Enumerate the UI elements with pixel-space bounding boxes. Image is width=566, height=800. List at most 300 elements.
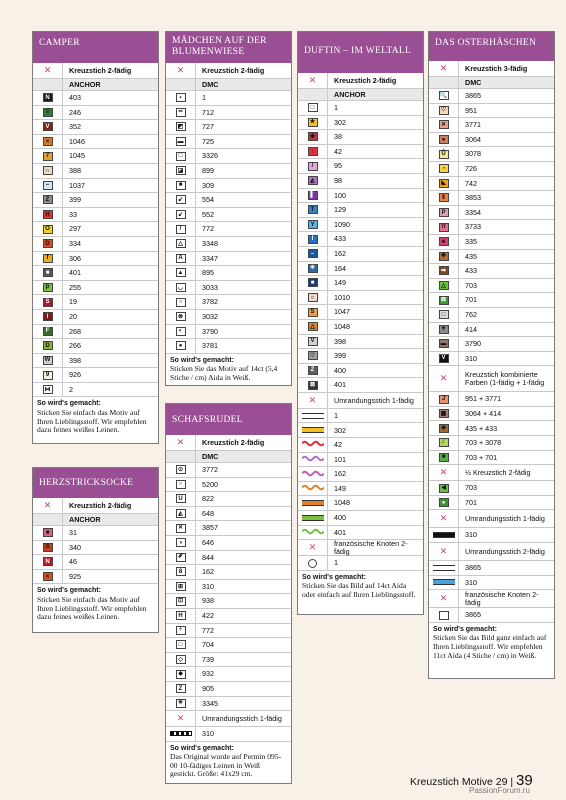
legend-row — [429, 436, 554, 451]
legend-row — [166, 521, 291, 536]
symbol-icon: S — [43, 298, 53, 307]
legend-code: 20 — [69, 311, 77, 321]
legend-code: 399 — [334, 351, 346, 361]
legend-code: 3064 + 414 — [465, 408, 502, 418]
legend-row — [429, 323, 554, 338]
legend-row — [298, 174, 423, 189]
legend-row — [166, 295, 291, 310]
symbol-icon: ◇ — [176, 655, 186, 664]
duftin-title: DUFTIN – IM WELTALL — [298, 32, 423, 73]
french-knot-icon: ✕ — [439, 593, 448, 604]
legend-row — [33, 91, 158, 106]
legend-row — [166, 325, 291, 340]
legend-row — [33, 526, 158, 541]
legend-row — [429, 118, 554, 133]
symbol-icon: ■ — [439, 453, 449, 462]
legend-code: 3865 — [465, 91, 481, 101]
legend-code: 3857 — [202, 523, 218, 533]
legend-row — [298, 262, 423, 277]
symbol-icon: ◪ — [176, 166, 186, 175]
legend-code: 435 + 433 — [465, 423, 498, 433]
legend-code: 422 — [202, 610, 214, 620]
legend-row — [166, 310, 291, 325]
legend-row — [429, 279, 554, 294]
outline-stitch-icon: ✕ — [308, 394, 317, 405]
symbol-icon: ↙ — [176, 210, 186, 219]
watermark: PassionForum.ru — [469, 786, 530, 795]
legend-code: 297 — [69, 224, 81, 234]
legend-row — [298, 203, 423, 218]
symbol-icon: Ⅱ — [439, 193, 449, 202]
symbol-icon: ■ — [43, 528, 53, 537]
symbol-icon: π — [439, 223, 449, 232]
legend-code: 162 — [334, 469, 346, 479]
symbol-icon: – — [43, 181, 53, 190]
legend-code: 1048 — [334, 321, 350, 331]
symbol-icon: ◆ — [176, 670, 186, 679]
legend-row — [298, 335, 423, 350]
symbol-icon: P — [43, 283, 53, 292]
legend-code: 701 — [465, 497, 477, 507]
legend-code: 822 — [202, 494, 214, 504]
legend-code: 5200 — [202, 479, 218, 489]
legend-row — [33, 193, 158, 208]
oster-title: DAS OSTERHÄSCHEN — [429, 32, 554, 61]
legend-row — [33, 208, 158, 223]
legend-row — [298, 496, 423, 511]
legend-code: 310 — [465, 577, 477, 587]
legend-row — [166, 120, 291, 135]
symbol-icon: × — [43, 572, 53, 581]
legend-code: 1048 — [334, 498, 350, 508]
symbol-icon: ▬ — [177, 138, 184, 145]
symbol-icon: 9 — [43, 371, 53, 380]
legend-row — [33, 383, 158, 398]
legend-code: 403 — [69, 93, 81, 103]
legend-code: 302 — [334, 425, 346, 435]
symbol-icon: J — [439, 395, 449, 404]
legend-code: 129 — [334, 205, 346, 215]
legend-row — [166, 638, 291, 653]
oster-half-legend — [429, 481, 554, 510]
symbol-icon: T — [308, 205, 318, 214]
legend-row — [166, 536, 291, 551]
black-line-icon — [433, 532, 455, 538]
legend-code: 3865 — [465, 563, 481, 573]
legend-code: 3348 — [202, 238, 218, 248]
symbol-icon: V — [308, 337, 318, 346]
oster-note: So wird's gemacht: Sticken Sie das Bild ganz einfach auf Ihren Lieblingsstoff. Wir empfehlen 11ct Aida (4 Stiche / cm) in Weiß. — [433, 625, 547, 660]
legend-code: 1046 — [69, 136, 85, 146]
legend-row — [429, 191, 554, 206]
legend-row — [166, 551, 291, 566]
legend-row — [298, 218, 423, 233]
duftin-legend — [298, 101, 423, 393]
legend-code: 42 — [334, 440, 342, 450]
legend-code: 3078 — [465, 149, 481, 159]
legend-code: 925 — [69, 571, 81, 581]
legend-row — [166, 667, 291, 682]
symbol-icon: ◈ — [439, 424, 449, 433]
legend-code: 98 — [334, 176, 342, 186]
legend-code: 762 — [465, 309, 477, 319]
legend-code: 388 — [69, 166, 81, 176]
legend-code: 2 — [69, 384, 73, 394]
outline-stitch-icon: ✕ — [176, 713, 185, 724]
legend-code: 844 — [202, 552, 214, 562]
legend-row — [298, 438, 423, 453]
legend-code: 400 — [334, 513, 346, 523]
symbol-icon: O — [43, 225, 53, 234]
symbol-icon: / — [308, 162, 318, 171]
symbol-icon: ♡ — [439, 106, 449, 115]
legend-row — [298, 159, 423, 174]
legend-code: 3772 — [202, 465, 218, 475]
legend-row — [33, 252, 158, 267]
wave-line-icon — [302, 440, 324, 449]
symbol-icon: ⊠ — [439, 296, 449, 305]
legend-code: 938 — [202, 596, 214, 606]
legend-code: 739 — [202, 654, 214, 664]
symbol-icon: ○ — [176, 298, 186, 307]
symbol-icon: S — [308, 308, 318, 317]
symbol-icon: □ — [439, 310, 449, 319]
cross-stitch-icon: ✕ — [439, 63, 448, 73]
symbol-icon: ✐ — [176, 553, 186, 562]
legend-code: 712 — [202, 107, 214, 117]
legend-code: 340 — [69, 542, 81, 552]
schaf-note: So wird's gemacht: Das Original wurde auf Permin 095-00 10-fädiges Leinen in Weiß gestickt. Größe: 41x29 cm. — [170, 744, 282, 779]
symbol-icon: ✕ — [176, 524, 186, 533]
legend-code: 554 — [202, 195, 214, 205]
symbol-icon: ➡ — [439, 266, 449, 275]
legend-row — [33, 325, 158, 340]
legend-row — [166, 580, 291, 595]
legend-row — [429, 293, 554, 308]
oster-mix-legend — [429, 392, 554, 465]
symbol-icon: ■ — [308, 278, 318, 287]
symbol-icon: ⋈ — [44, 386, 51, 393]
symbol-icon: Z — [308, 366, 318, 375]
legend-row — [166, 697, 291, 712]
symbol-icon: ✚ — [308, 132, 318, 141]
legend-row — [429, 561, 554, 576]
legend-row — [166, 164, 291, 179]
symbol-icon: △ — [176, 239, 186, 248]
legend-row — [33, 179, 158, 194]
line-icon — [433, 579, 455, 585]
wave-line-icon — [302, 455, 324, 464]
symbol-icon: – — [308, 249, 318, 258]
camper-note: So wird's gemacht: Sticken Sie einfach das Motiv auf Ihren Lieblingsstoff. Wir empfehlen dazu feines weißes Leinen. — [37, 400, 147, 435]
symbol-icon: H — [43, 210, 53, 219]
legend-code: 772 — [202, 625, 214, 635]
symbol-icon: ↑ — [308, 147, 318, 156]
duftin-outline-legend — [298, 409, 423, 540]
legend-code: 398 — [334, 336, 346, 346]
legend-code: 3032 — [202, 311, 218, 321]
legend-code: 268 — [69, 326, 81, 336]
symbol-icon: ● — [439, 498, 449, 507]
camper-title: CAMPER — [33, 32, 158, 63]
legend-row — [166, 135, 291, 150]
symbol-icon: I — [43, 312, 53, 321]
legend-row — [298, 378, 423, 393]
line-icon — [302, 427, 324, 433]
legend-code: 414 — [465, 324, 477, 334]
symbol-icon: V — [439, 354, 449, 363]
legend-row — [166, 507, 291, 522]
symbol-icon: N — [43, 557, 53, 566]
legend-code: 1 — [334, 410, 338, 420]
symbol-icon: ◐ — [176, 327, 186, 336]
maedchen-legend — [166, 91, 291, 354]
legend-row — [298, 349, 423, 364]
symbol-icon: ◭ — [176, 509, 186, 518]
symbol-icon: □ — [308, 103, 318, 112]
legend-code: 46 — [69, 557, 77, 567]
symbol-icon: ∩ — [43, 166, 53, 175]
legend-row — [298, 305, 423, 320]
symbol-icon: ◔ — [439, 164, 449, 173]
symbol-icon: ▪ — [176, 93, 186, 102]
legend-row — [429, 451, 554, 466]
legend-code: 905 — [202, 683, 214, 693]
symbol-icon: U — [176, 494, 186, 503]
legend-row — [33, 266, 158, 281]
legend-code: 1045 — [69, 151, 85, 161]
legend-code: 3790 — [202, 326, 218, 336]
legend-code: 3064 — [465, 134, 481, 144]
symbol-icon: S — [43, 543, 53, 552]
legend-code: 398 — [69, 355, 81, 365]
legend-code: 3771 — [465, 120, 481, 130]
schaf-card: SCHAFSRUDEL ✕ Kreuzstich 2-fädig DMC ⊙ 3772 ○ 5200 U 822 ◭ 648 ✕ 3857 ◑ 646 ✐ 844 8 162 ⊞ 310 ⊡ 938 H 422 ÷ 772 □ 704 ◇ 739 ◆ 932 Z 905 ✳ 3345 ✕ Umrandungsstich 1-fädig 310 So wird's gemacht: Das Original wurde auf Permin 095-00 10-fädiges Leinen in Weiß gestickt. Größe: 41x29 cm. — [165, 403, 292, 784]
legend-code: 1 — [334, 103, 338, 113]
legend-code: 401 — [334, 527, 346, 537]
symbol-icon: ▦ — [439, 409, 449, 418]
symbol-icon: ● — [439, 135, 449, 144]
legend-code: 1 — [202, 93, 206, 103]
legend-row — [298, 101, 423, 116]
legend-row — [429, 177, 554, 192]
legend-code: 433 — [334, 234, 346, 244]
legend-code: 33 — [69, 209, 77, 219]
outline-stitch-icon: ✕ — [439, 546, 448, 557]
legend-row — [429, 392, 554, 407]
legend-row — [429, 576, 554, 591]
oster-outline-legend — [429, 561, 554, 590]
legend-row — [298, 116, 423, 131]
legend-row — [166, 237, 291, 252]
symbol-icon: ○ — [176, 480, 186, 489]
symbol-icon: 8 — [176, 567, 186, 576]
legend-code: 3782 — [202, 297, 218, 307]
legend-row — [429, 496, 554, 511]
legend-code: 95 — [334, 161, 342, 171]
symbol-icon: D — [43, 239, 53, 248]
symbol-icon: ♡ — [308, 351, 318, 360]
legend-row — [429, 89, 554, 104]
legend-row — [33, 368, 158, 383]
line-icon — [433, 565, 455, 571]
symbol-icon: ┘ — [439, 438, 449, 447]
legend-row — [298, 482, 423, 497]
symbol-icon: T — [43, 254, 53, 263]
wave-line-icon — [302, 484, 324, 493]
legend-row — [429, 147, 554, 162]
legend-code: 42 — [334, 146, 342, 156]
cross-stitch-icon: ✕ — [43, 65, 52, 75]
legend-code: 302 — [334, 117, 346, 127]
symbol-icon: ⊠ — [308, 381, 318, 390]
legend-row — [33, 570, 158, 585]
legend-code: 701 — [465, 295, 477, 305]
legend-row — [298, 145, 423, 160]
legend-code: 334 — [69, 238, 81, 248]
legend-code: 3033 — [202, 282, 218, 292]
legend-code: 3347 — [202, 253, 218, 263]
legend-code: 306 — [69, 253, 81, 263]
legend-row — [298, 130, 423, 145]
legend-row — [166, 222, 291, 237]
legend-code: 401 — [334, 380, 346, 390]
symbol-icon: □ — [176, 640, 186, 649]
line-icon — [302, 413, 324, 419]
symbol-icon: P — [439, 208, 449, 217]
symbol-icon: ♣ — [439, 237, 449, 246]
legend-code: 648 — [202, 508, 214, 518]
symbol-icon: 7 — [43, 152, 53, 161]
duftin-card: DUFTIN – IM WELTALL ✕ Kreuzstich 2-fädig ANCHOR □ 1 ★ 302 ✚ 38 ↑ 42 / 95 ◭ 98 ▌ 100 T 129 Y 1090 I 433 – 162 ✳ 164 ■ 149 ○ 1010 S 1047 △ 1048 V 398 ♡ 399 Z 400 ⊠ 401 ✕ Umrandungsstich 1-fädig 1 302 42 101 162 149 1048 400 401 ✕ französische Knoten 2-fädig 1 So wird's gemacht: Sticken Sie das Bild auf 14ct Aida oder einfach auf Ihren Lieblingsstoff. — [297, 31, 424, 615]
symbol-icon: ━ — [176, 108, 186, 117]
schaf-legend — [166, 463, 291, 711]
cross-stitch-icon: ✕ — [176, 437, 185, 447]
symbol-icon: ● — [176, 341, 186, 350]
legend-code: 3790 — [465, 339, 481, 349]
symbol-icon: △ — [308, 322, 318, 331]
legend-row — [33, 237, 158, 252]
legend-code: 309 — [202, 180, 214, 190]
legend-code: 552 — [202, 209, 214, 219]
legend-row — [429, 407, 554, 422]
line-icon — [302, 515, 324, 521]
legend-code: 951 + 3771 — [465, 394, 502, 404]
legend-row — [298, 189, 423, 204]
symbol-icon: / — [176, 225, 186, 234]
legend-code: 1090 — [334, 219, 350, 229]
legend-row — [166, 609, 291, 624]
legend-row — [166, 252, 291, 267]
maedchen-note: So wird's gemacht: Sticken Sie das Motiv auf 14ct (5,4 Stiche / cm) Aida in Weiß. — [170, 356, 278, 382]
maedchen-card: MÄDCHEN AUF DER BLUMENWIESE ✕ Kreuzstich 2-fädig DMC ▪ 1 ━ 712 ◩ 727 ▬ 725 □ 3326 ◪ 899 ■ 309 ↙ 554 ↙ 552 / 772 △ 3348 A 3347 ▲ 895 ◡ 3033 ○ 3782 ⊗ 3032 ◐ 3790 ● 3781 So wird's gemacht: Sticken Sie das Motiv auf 14ct (5,4 Stiche / cm) Aida in Weiß. — [165, 31, 292, 386]
legend-code: 703 — [465, 280, 477, 290]
legend-code: 3345 — [202, 698, 218, 708]
symbol-icon: Z — [43, 195, 53, 204]
legend-code: 899 — [202, 166, 214, 176]
symbol-icon: ◑ — [176, 538, 186, 547]
legend-row — [166, 281, 291, 296]
symbol-icon: H — [176, 611, 186, 620]
legend-code: 3733 — [465, 222, 481, 232]
legend-row — [429, 308, 554, 323]
symbol-icon: ◡ — [176, 283, 186, 292]
legend-row — [429, 421, 554, 436]
legend-row — [298, 526, 423, 541]
legend-code: 149 — [334, 278, 346, 288]
cross-stitch-icon: ✕ — [308, 75, 317, 85]
legend-row — [298, 364, 423, 379]
legend-row — [298, 409, 423, 424]
herz-card: HERZSTRICKSOCKE ✕ Kreuzstich 2-fädig ANCHOR ■ 31 S 340 N 46 × 925 So wird's gemacht: Sticken Sie einfach das Motiv auf Ihren Lieblingsstoff. Wir empfehlen dazu feines weißes Leinen. — [32, 467, 159, 633]
legend-code: 164 — [334, 263, 346, 273]
symbol-icon: × — [43, 137, 53, 146]
legend-code: 742 — [465, 178, 477, 188]
legend-code: 3853 — [465, 193, 481, 203]
legend-row — [429, 133, 554, 148]
legend-code: 255 — [69, 282, 81, 292]
symbol-icon: ▬ — [440, 340, 447, 347]
legend-row — [166, 653, 291, 668]
symbol-icon: ◀ — [439, 484, 449, 493]
legend-row — [166, 463, 291, 478]
legend-code: 435 — [465, 251, 477, 261]
symbol-icon: ÷ — [176, 626, 186, 635]
herz-title: HERZSTRICKSOCKE — [33, 468, 158, 498]
legend-row — [166, 339, 291, 354]
legend-row — [166, 91, 291, 106]
legend-code: 3781 — [202, 341, 218, 351]
legend-row — [33, 120, 158, 135]
camper-head: Kreuzstich 2-fädig — [69, 65, 132, 75]
legend-code: 310 — [465, 353, 477, 363]
legend-row — [33, 541, 158, 556]
legend-code: 266 — [69, 341, 81, 351]
wave-line-icon — [302, 470, 324, 479]
legend-row — [33, 135, 158, 150]
legend-code: 703 + 3078 — [465, 438, 502, 448]
legend-row — [33, 222, 158, 237]
symbol-icon: F — [43, 327, 53, 336]
half-stitch-icon: ✕ — [439, 467, 448, 478]
symbol-icon: V — [43, 122, 53, 131]
cross-stitch-icon: ✕ — [43, 500, 52, 510]
herz-legend — [33, 526, 158, 584]
symbol-icon: △ — [439, 281, 449, 290]
legend-row — [298, 511, 423, 526]
legend-row — [429, 352, 554, 367]
legend-code: 726 — [465, 164, 477, 174]
symbol-icon: A — [176, 254, 186, 263]
symbol-icon: ↙ — [176, 195, 186, 204]
legend-code: 433 — [465, 266, 477, 276]
legend-code: 400 — [334, 365, 346, 375]
legend-code: 19 — [69, 297, 77, 307]
legend-code: 3326 — [202, 151, 218, 161]
legend-row — [166, 565, 291, 580]
legend-code: 399 — [69, 195, 81, 205]
symbol-icon: ■ — [176, 181, 186, 190]
symbol-icon: ★ — [308, 118, 318, 127]
legend-row — [298, 423, 423, 438]
legend-code: 1037 — [69, 180, 85, 190]
legend-row — [33, 164, 158, 179]
legend-code: 926 — [69, 370, 81, 380]
wave-line-icon — [302, 528, 324, 537]
legend-row — [33, 354, 158, 369]
outline-stitch-icon: ✕ — [439, 513, 448, 524]
legend-code: 310 — [202, 581, 214, 591]
